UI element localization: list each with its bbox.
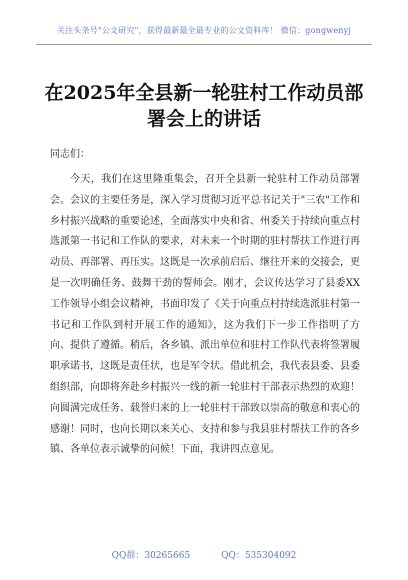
header-divider [36,44,372,45]
page-title: 在2025年全县新一轮驻村工作动员部署会上的讲话 [44,82,364,130]
footer-qq-number: QQ：535304092 [221,551,297,561]
footer-contacts [0,548,408,561]
header-promo-note: 关注头条号"公文研究"，获得最新最全最专业的公文资料库！ 微信：gongwenyj [56,26,352,35]
salutation: 同志们： [50,149,90,160]
footer-qq-group: QQ群：30265665 [111,551,191,561]
body-paragraph: 今天，我们在这里隆重集会，召开全县新一轮驻村工作动员部署会。会议的主要任务是，深入学习贯彻习近平总书记关于"三农"工作和乡村振兴战略的重要论述，全面落实中央和省、州委关于持续向重点村选派第一书记和工作队的要求，对未来一个时期的驻村帮扶工作进行再动员、再部署、再压实。这既是一次承前启后、继往开来的交接会，更是一次明确任务、鼓舞干劲的誓师会。刚才，会议传达学习了县委XX工作领导小组会议精神，书面印发了《关于向重点村持续选派驻村第一书记和工作队到村开展工作的通知》，这为我们下一步工作指明了方向、提供了遵循。稍后，各乡镇、派出单位和驻村工作队代表将签署履职承诺书，这既是责任状，也是军令状。借此机会，我代表县委、县委组织部，向即将奔赴乡村振兴一线的新一轮驻村干部表示热烈的欢迎！向圆满完成任务、载誉归来的上一轮驻村干部致以崇高的敬意和衷心的感谢！同时，也向长期以来关心、支持和参与我县驻村帮扶工作的各乡镇、各单位表示诚挚的问候！下面，我讲四点意见。 [50,174,360,456]
